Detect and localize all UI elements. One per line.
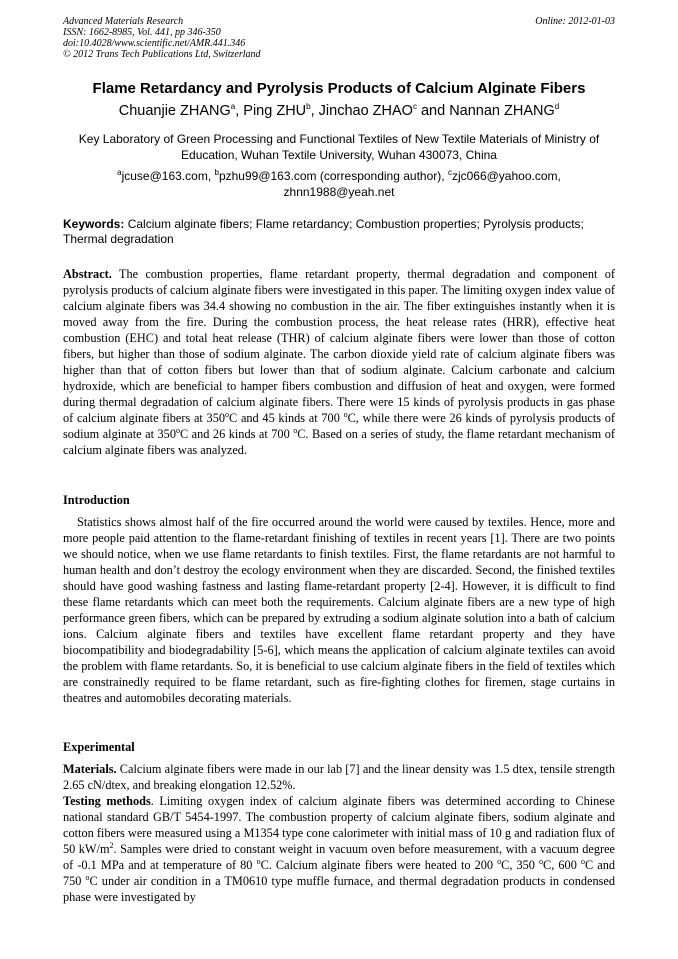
- testing-text: . Limiting oxygen index of calcium alginate fibers was determined according to Chinese national standard GB/T 5454-1997. The combustion property of calcium alginate fibers, sodium alginate and cotton fibers were measured using a M1354 type cone calorimeter with initial mass of 10 g and radiation flux of 50 kW/m: [63, 794, 615, 856]
- testing-text: C. Calcium alginate fibers were heated to 200: [260, 858, 498, 872]
- email-separator: ,: [441, 169, 448, 183]
- testing-text: C and 750: [63, 858, 616, 888]
- email-separator: ,: [557, 169, 561, 183]
- journal-issn: ISSN: 1662-8985, Vol. 441, pp 346-350: [63, 27, 221, 38]
- email-separator: ,: [207, 169, 215, 183]
- testing-methods-paragraph: [63, 793, 615, 905]
- abstract-text: C, while there were 26 kinds of pyrolysis products of sodium alginate at 350: [63, 411, 616, 441]
- degree-mark: o: [256, 856, 261, 866]
- keywords-text: Calcium alginate fibers; Flame retardancy; Combustion properties; Pyrolysis products; Thermal degradation: [63, 217, 584, 246]
- materials-label: Materials.: [63, 762, 117, 776]
- testing-text: C, 600: [543, 858, 581, 872]
- materials-text: Calcium alginate fibers were made in our lab [7] and the linear density was 1.5 dtex, tensile strength 2.65 cN/dtex, and breaking elongation 12.52%.: [63, 762, 615, 792]
- testing-text: C under air condition in a TM0610 type muffle furnace, and thermal degradation products in condensed phase were investigated by: [63, 874, 615, 904]
- journal-name: Advanced Materials Research: [63, 16, 184, 27]
- degree-mark: o: [85, 872, 90, 882]
- author-separator: ,: [235, 103, 244, 119]
- email-b[interactable]: pzhu99@163.com (corresponding author): [218, 169, 442, 183]
- author-separator: and: [416, 103, 450, 119]
- keywords-label: Keywords:: [63, 217, 125, 231]
- author-name: Jinchao ZHAO: [318, 103, 413, 119]
- online-date: Online: 2012-01-03: [535, 16, 615, 27]
- email-mark: c: [447, 168, 452, 177]
- copyright-notice: © 2012 Trans Tech Publications Ltd, Switzerland: [63, 49, 261, 60]
- testing-text: C, 350: [501, 858, 540, 872]
- author-mark: b: [306, 102, 311, 112]
- affiliation: Key Laboratory of Green Processing and Functional Textiles of New Textile Materials of Ministry of Education, Wuhan Textile University, Wuhan 430073, China: [78, 132, 600, 162]
- experimental-heading: Experimental: [63, 740, 135, 754]
- email-d[interactable]: zhnn1988@yeah.net: [283, 185, 395, 199]
- materials-paragraph: [63, 761, 615, 793]
- author-list: [0, 102, 678, 120]
- degree-mark: o: [343, 409, 348, 419]
- author-name: Ping ZHU: [243, 103, 307, 119]
- degree-mark: o: [293, 425, 298, 435]
- degree-mark: o: [539, 856, 544, 866]
- article-doi: doi:10.4028/www.scientific.net/AMR.441.346: [63, 38, 246, 49]
- degree-mark: o: [225, 409, 230, 419]
- author-name: Chuanjie ZHANG: [118, 103, 231, 119]
- introduction-paragraph: Statistics shows almost half of the fire occurred around the world were caused by textiles. Hence, more and more people paid attention to the flame-retardant finishing of textiles in recent years [1]. There are two points we should notice, when we use flame retardants to finish textiles. First, the flame retardants are not harmful to human health and don’t destroy the ecology environment when they are discarded. Second, the finished textiles should have good washing fastness and lasting flame-retardant property [2-4]. However, it is difficult to find these flame retardants which can meet both the requirements. Calcium alginate fibers are a new type of high performance green fibers, which can be prepared by extruding a sodium alginate solution into a bath of calcium ions. Calcium alginate fibers and textiles have excellent flame retardant property and they have biocompatibility and biodegradability [5-6], which means the application of calcium alginate textiles can avoid the problem with flame retardants. So, it is beneficial to use calcium alginate fibers in the field of textiles which are constrainedly required to be flame retardant, such as fire-fighting clothes for firemen, stage curtains in theatres and automobiles decorating materials.: [63, 515, 615, 705]
- email-a[interactable]: jcuse@163.com: [121, 169, 208, 183]
- introduction-heading: Introduction: [63, 493, 130, 507]
- degree-mark: o: [175, 425, 180, 435]
- testing-text: . Samples were dried to constant weight in vacuum oven before measurement, with a vacuum degree of -0.1 MPa and at temperature of 80: [63, 842, 616, 872]
- email-mark: b: [214, 168, 219, 177]
- email-c[interactable]: zjc066@yahoo.com: [451, 169, 558, 183]
- author-separator: ,: [310, 103, 319, 119]
- email-mark: a: [117, 168, 122, 177]
- author-name: Nannan ZHANG: [449, 103, 555, 119]
- abstract-text: C and 26 kinds at 700: [179, 427, 290, 441]
- superscript-mark: 2: [109, 840, 114, 850]
- paper-title: Flame Retardancy and Pyrolysis Products of Calcium Alginate Fibers: [92, 80, 586, 97]
- degree-mark: o: [580, 856, 585, 866]
- abstract-text: The combustion properties, flame retardant property, thermal degradation and component of pyrolysis products of calcium alginate fibers were investigated in this paper. The limiting oxygen index value of calcium alginate fibers was 34.4 showing no combustion in the air. The fiber extinguishes instantly when it is moved away from the fire. During the combustion process, the heat release rates (HRR), effective heat combustion (EHC) and total heat release (THR) of calcium alginate fibers were lower than those of cotton fibers, but higher than those of sodium alginate. The carbon dioxide yield rate of calcium alginate fibers was higher than that of cotton fibers but lower than that of sodium alginate. Calcium carbonate and calcium hydroxide, which are beneficial to hamper fibers combustion and diffusion of heat and oxygen, were formed during thermal degradation of calcium alginate fibers. There were 15 kinds of pyrolysis products in gas phase of calcium alginate fibers at 350: [63, 267, 615, 425]
- abstract-label: Abstract.: [63, 267, 112, 281]
- keywords-block: [63, 217, 615, 247]
- testing-methods-label: Testing methods: [63, 794, 151, 808]
- degree-mark: o: [497, 856, 502, 866]
- abstract-text: C and 45 kinds at 700: [229, 411, 340, 425]
- abstract-paragraph: [63, 266, 615, 458]
- author-mark: c: [412, 102, 417, 112]
- author-mark: a: [230, 102, 236, 112]
- author-mark: d: [554, 102, 560, 112]
- author-emails: [63, 168, 615, 200]
- abstract-text: C. Based on a series of study, the flame retardant mechanism of calcium alginate fibers was analyzed.: [63, 427, 615, 457]
